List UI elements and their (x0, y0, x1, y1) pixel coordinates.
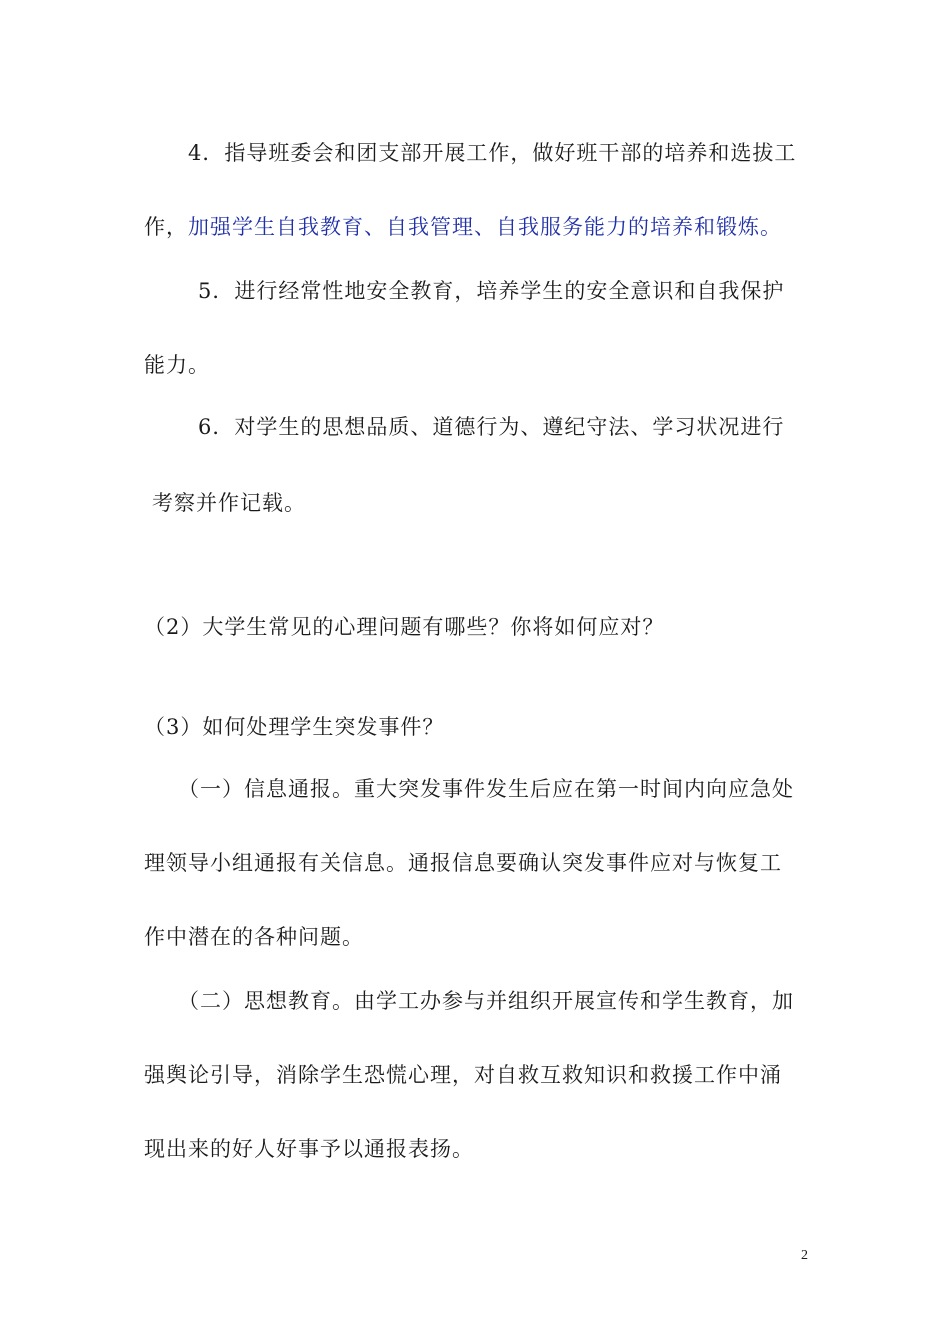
paragraph-5-line-1: 5．进行经常性地安全教育，培养学生的安全意识和自我保护 (198, 279, 785, 303)
section-2-line-1: （二）思想教育。由学工办参与并组织开展宣传和学生教育，加 (178, 989, 794, 1013)
page-number: 2 (801, 1248, 808, 1263)
paragraph-5-line-2: 能力。 (144, 353, 210, 377)
paragraph-4-line-2 (144, 212, 782, 242)
section-1-line-3: 作中潜在的各种问题。 (144, 925, 364, 949)
paragraph-4-line-1: 4．指导班委会和团支部开展工作，做好班干部的培养和选拔工 (188, 141, 797, 165)
question-2: （2）大学生常见的心理问题有哪些？你将如何应对？ (144, 615, 665, 639)
section-2-line-2: 强舆论引导，消除学生恐慌心理，对自救互救知识和救援工作中涌 (144, 1063, 782, 1087)
paragraph-6-line-2: 考察并作记载。 (152, 491, 306, 515)
question-3: （3）如何处理学生突发事件？ (144, 715, 445, 739)
paragraph-6-line-1: 6．对学生的思想品质、道德行为、遵纪守法、学习状况进行 (198, 415, 785, 439)
paragraph-4-line-2-start: 作， (144, 215, 188, 239)
section-1-line-2: 理领导小组通报有关信息。通报信息要确认突发事件应对与恢复工 (144, 851, 782, 875)
section-2-line-3: 现出来的好人好事予以通报表扬。 (144, 1137, 474, 1161)
paragraph-4-highlighted-text: 加强学生自我教育、自我管理、自我服务能力的培养和锻炼。 (188, 215, 782, 239)
section-1-line-1: （一）信息通报。重大突发事件发生后应在第一时间内向应急处 (178, 777, 794, 801)
